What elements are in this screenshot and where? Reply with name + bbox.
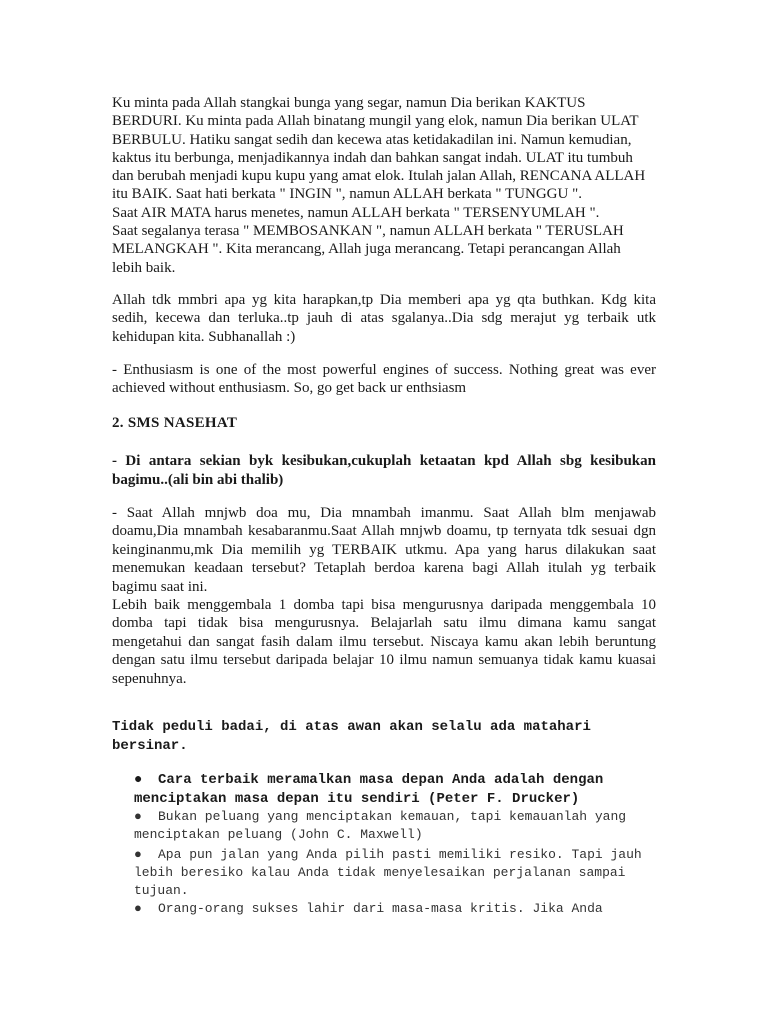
text-line: Saat AIR MATA harus menetes, namun ALLAH berkata " TERSENYUMLAH ". bbox=[112, 204, 600, 221]
paragraph-harapan bbox=[112, 291, 656, 346]
text-line: - Saat Allah mnjwb doa mu, Dia mnambah imanmu. Saat Allah blm menjawab bbox=[112, 505, 656, 521]
bullet-list-main bbox=[134, 771, 654, 808]
text-line: menemukan keadaan tersebut? Tetaplah berdoa karena bagi Allah itulah yg terbaik bbox=[112, 560, 656, 577]
section-heading: 2. SMS NASEHAT bbox=[112, 415, 238, 431]
bullet-icon: ● bbox=[134, 847, 142, 862]
text-line: BERBULU. Hatiku sangat sedih dan kecewa atas ketidakadilan ini. Namun kemudian, bbox=[112, 131, 632, 148]
text-line: MELANGKAH ". Kita merancang, Allah juga merancang. Tetapi perancangan Allah bbox=[112, 241, 621, 258]
text-line: sepenuhnya. bbox=[112, 670, 187, 687]
list-item bbox=[134, 771, 654, 808]
text-line: Orang-orang sukses lahir dari masa-masa kritis. Jika Anda bbox=[158, 901, 603, 916]
text-line: bagimu saat ini. bbox=[112, 578, 208, 595]
paragraph-enthusiasm bbox=[112, 361, 656, 398]
text-line: menciptakan peluang (John C. Maxwell) bbox=[134, 827, 423, 842]
bullet-list-item-resiko bbox=[134, 846, 654, 900]
text-line: keinginanmu,mk Dia memilih yg TERBAIK utkmu. Apa yang harus dilakukan saat bbox=[112, 541, 656, 558]
quote-badai bbox=[112, 718, 656, 755]
bullet-icon: ● bbox=[134, 772, 143, 788]
bullet-icon: ● bbox=[134, 809, 142, 824]
text-line: lebih baik. bbox=[112, 259, 176, 276]
text-line: - Di antara sekian byk kesibukan,cukuplah ketaatan kpd Allah sbg kesibukan bbox=[112, 453, 656, 469]
text-line: Apa pun jalan yang Anda pilih pasti memiliki resiko. Tapi jauh bbox=[158, 847, 642, 862]
text-line: bagimu..(ali bin abi thalib) bbox=[112, 471, 284, 488]
list-item bbox=[134, 808, 654, 844]
text-line: kehidupan kita. Subhanallah :) bbox=[112, 328, 296, 345]
text-line: BERDURI. Ku minta pada Allah binatang mungil yang elok, namun Dia berikan ULAT bbox=[112, 113, 639, 130]
text-line: Allah tdk mmbri apa yg kita harapkan,tp Dia memberi apa yg qta buthkan. Kdg kita bbox=[112, 292, 656, 308]
bullet-icon: ● bbox=[134, 901, 142, 916]
text-line: tujuan. bbox=[134, 883, 189, 898]
text-line: Ku minta pada Allah stangkai bunga yang segar, namun Dia berikan KAKTUS bbox=[112, 95, 586, 111]
text-line: bersinar. bbox=[112, 737, 188, 754]
text-line: dan berubah menjadi kupu kupu yang amat elok. Itulah jalan Allah, RENCANA ALLAH bbox=[112, 168, 646, 185]
text-line: lebih beresiko kalau Anda tidak menyelesaikan perjalanan sampai bbox=[134, 865, 626, 880]
bullet-list-item-sukses bbox=[134, 900, 654, 918]
text-line: kaktus itu berbunga, menjadikannya indah dan bahkan sangat indah. ULAT itu tumbuh bbox=[112, 149, 633, 166]
text-line: itu BAIK. Saat hati berkata " INGIN ", namun ALLAH berkata " TUNGGU ". bbox=[112, 186, 582, 203]
text-line: mengetahui dan sangat fasih dalam ilmu tersebut. Niscaya kamu akan lebih beruntung bbox=[112, 633, 656, 650]
text-line: achieved without enthusiasm. So, go get back ur enthsiasm bbox=[112, 380, 467, 397]
text-line: - Enthusiasm is one of the most powerful engines of success. Nothing great was ever bbox=[112, 362, 656, 378]
text-line: Cara terbaik meramalkan masa depan Anda adalah dengan bbox=[158, 772, 604, 788]
list-item bbox=[134, 846, 654, 900]
text-line: dengan satu ilmu tersebut daripada belajar 10 ilmu namun semuanya tidak kamu kuasai bbox=[112, 652, 656, 669]
text-line: sedih, kecewa dan terluka..tp jauh di atas sgalanya..Dia sdg merajut yg terbaik utk bbox=[112, 310, 656, 327]
list-item bbox=[134, 900, 654, 918]
text-line: doamu,Dia mnambah kesabaranmu.Saat Allah mnjwb doamu, tp ternyata tdk sesuai dgn bbox=[112, 523, 656, 540]
quote-ali bbox=[112, 452, 656, 489]
bullet-list-item-maxwell bbox=[134, 808, 654, 844]
text-line: Tidak peduli badai, di atas awan akan selalu ada matahari bbox=[112, 719, 591, 735]
text-line: domba tapi tidak bisa mengurusnya. Belajarlah satu ilmu dimana kamu sangat bbox=[112, 615, 656, 632]
text-line: Lebih baik menggembala 1 domba tapi bisa mengurusnya daripada menggembala 10 bbox=[112, 597, 656, 614]
text-line: menciptakan masa depan itu sendiri (Peter F. Drucker) bbox=[134, 790, 580, 807]
paragraph-doa bbox=[112, 504, 656, 688]
text-line: Bukan peluang yang menciptakan kemauan, tapi kemauanlah yang bbox=[158, 809, 627, 824]
text-line: Saat segalanya terasa " MEMBOSANKAN ", namun ALLAH berkata " TERUSLAH bbox=[112, 223, 624, 240]
paragraph-kaktus bbox=[112, 94, 656, 277]
